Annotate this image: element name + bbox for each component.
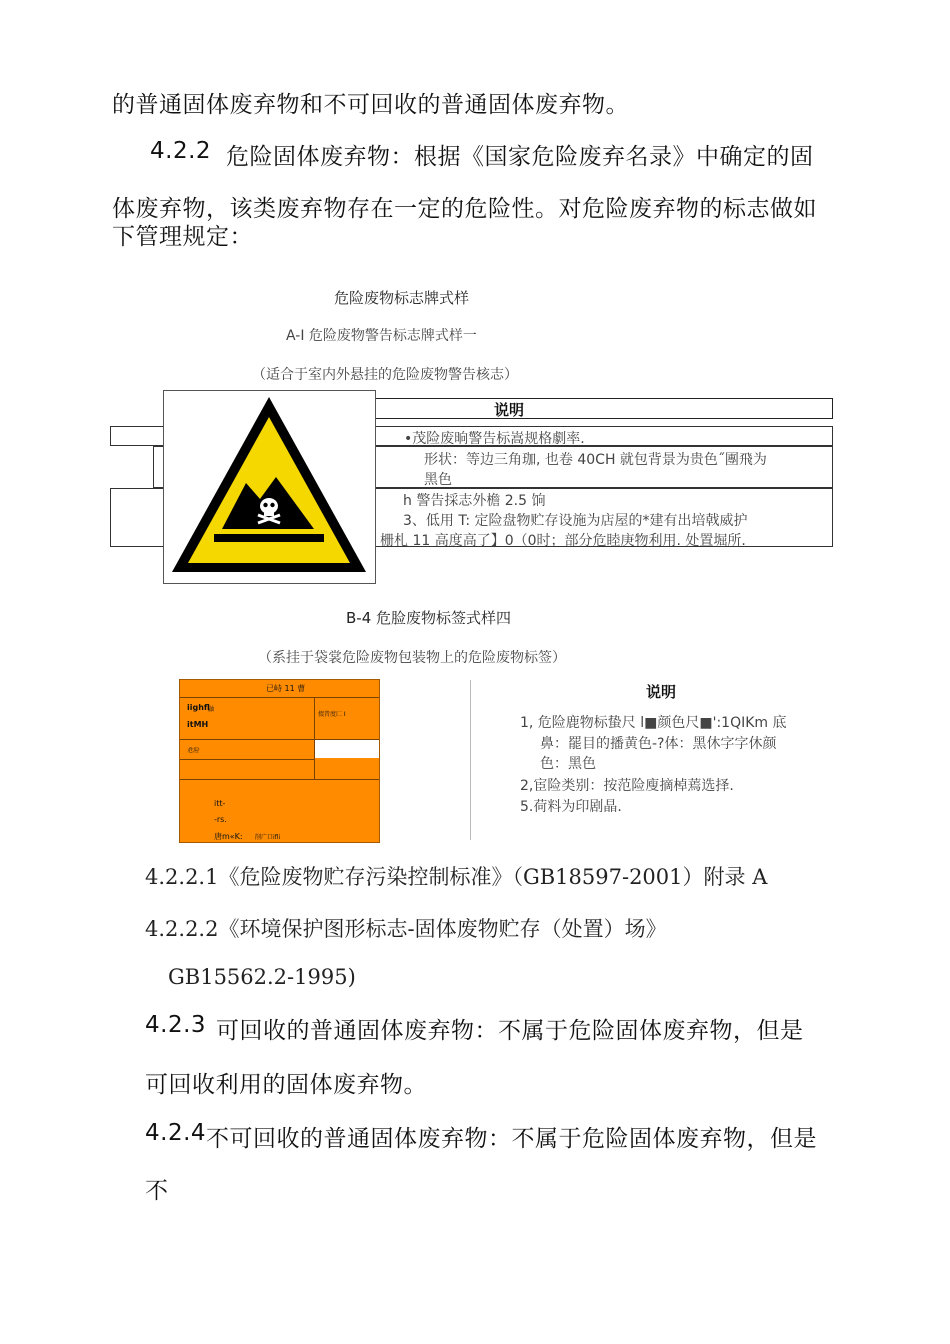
paragraph-line: 不可回收的普通固体废弃物：不属于危险固体废弃物，但是 — [206, 1126, 817, 1152]
reference-line: GB15562.2-1995) — [168, 965, 356, 989]
label-divider — [180, 779, 379, 780]
label-blank-box — [315, 740, 379, 758]
section-number: 4.2.4 — [145, 1120, 207, 1146]
explain-line: 2,宦险类别：按范险廋摘棹蔫选择. — [520, 778, 734, 794]
explain-line: 5.荷料为印剧晶. — [520, 799, 622, 815]
explain-line: 鼻：罷目的播黄色-?体：黑休字字休颜 — [540, 736, 777, 752]
paragraph-line: 下管理规定： — [112, 224, 253, 250]
figure-note: （系挂于袋裳危险废物包装物上的危险废物标签） — [258, 650, 566, 666]
label-field: 削广口ifli — [255, 834, 281, 841]
paragraph-line: 危险固体废弃物：根据《国家危险废弃名录》中确定的固 — [226, 144, 814, 170]
paragraph-line: 的普通固体废弃物和不可回收的普通固体废弃物。 — [112, 92, 629, 118]
figure-subtitle: A-I 危险废物警告标志牌式样一 — [286, 328, 477, 344]
figure-title: B-4 危脸废物标签式样四 — [346, 609, 512, 627]
explain-line: 栅札 11 高度高了】0（0时；部分危睦庚物利用. 处置堀所. — [380, 533, 746, 549]
hazard-sign-panel — [163, 390, 376, 584]
explain-line: 色：黑色 — [540, 756, 596, 772]
label-field: 鼬 — [208, 706, 215, 713]
section-number: 4.2.3 — [145, 1012, 207, 1038]
paragraph-line: 可回收利用的固体废弃物。 — [145, 1072, 427, 1098]
explain-line: 1, 危险鹿物标蛰尺 l■颜色尺■':1QIKm 底 — [520, 715, 787, 731]
explain-header: 说明 — [646, 683, 677, 701]
reference-line: 4.2.2.2《环境保护图形标志-固体废物贮存（处置）场》 — [145, 917, 667, 941]
section-number: 4.2.2 — [150, 138, 212, 164]
explain-header-box — [375, 398, 833, 419]
reference-line: 4.2.2.1《危险废物贮存污染控制标准》（GB18597-2001）附录 A — [145, 865, 768, 889]
table-stub — [110, 426, 165, 446]
explain-line: h 警告採志外檐 2.5 饷 — [403, 493, 546, 509]
paragraph-line: 不 — [145, 1178, 169, 1204]
label-field: itMH — [187, 720, 209, 729]
hazard-warning-triangle-icon — [164, 391, 375, 583]
paragraph-line: 体废弃物，该类废弃物存在一定的危险性。对危险废弃物的标志做如 — [112, 196, 817, 222]
label-header: 已峙 11 曹 — [266, 684, 306, 693]
label-field: iighfl — [187, 703, 210, 712]
explain-line: 黑色 — [424, 472, 452, 488]
label-row — [180, 739, 314, 760]
hazard-waste-label — [179, 679, 380, 843]
explain-line: •茂险废晌警告标嵩规格劇率. — [404, 431, 585, 447]
explain-line: 形状：等边三角珈, 也卷 40CH 就包背景为贵色˝團飛为 — [424, 452, 767, 468]
separator-line — [470, 680, 471, 840]
label-divider — [314, 697, 315, 779]
label-field: itt- — [214, 799, 226, 808]
label-field: 危险 — [187, 747, 200, 754]
figure-note: （适合于室内外悬挂的危险废物警告核志） — [252, 367, 518, 383]
label-field: 掇昔度匚 I — [318, 711, 346, 718]
explain-header: 说明 — [494, 401, 525, 419]
figure-title: 危险废物标志牌式样 — [334, 289, 470, 307]
label-field: -rs. — [214, 815, 227, 824]
explain-line: 3、低用 T: 定险盘物贮存设施为店屋的*建有出培戟威护 — [403, 513, 748, 529]
table-stub — [110, 488, 165, 547]
label-field: 唐m«K: — [214, 832, 243, 841]
paragraph-line: 可回收的普通固体废弃物：不属于危险固体废弃物，但是 — [216, 1018, 804, 1044]
